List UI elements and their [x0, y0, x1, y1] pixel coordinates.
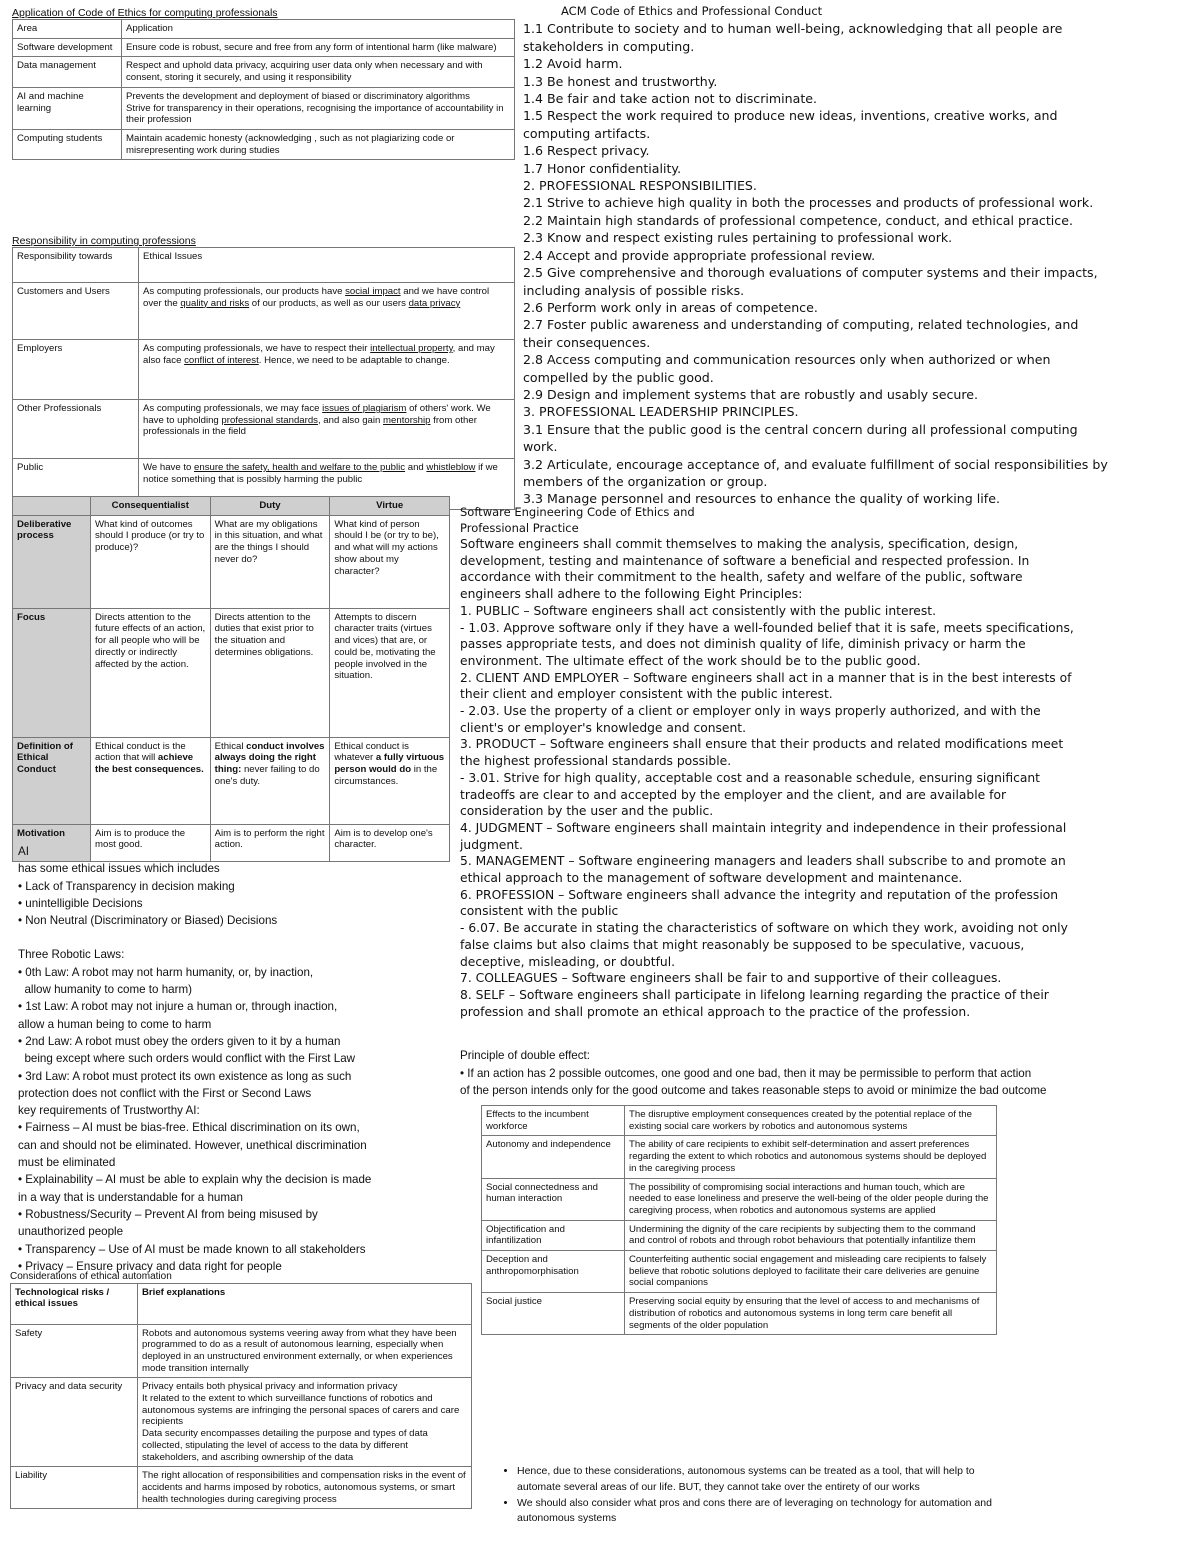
header-duty: Duty — [210, 497, 330, 516]
se-line: judgment. — [460, 837, 523, 852]
double-effect-line: • If an action has 2 possible outcomes, one good and one bad, then it may be permissible to perform that action — [460, 1066, 1032, 1080]
explanation-cell: Privacy entails both physical privacy and information privacy It related to the extent to which surveillance functions of robotics and autonomous systems are infringing the personal spaces of carers and care recipients Data security encompasses detailing the purpose and types of data collected, stipulating the level of access to the data by different stakeholders, and ascribing ownership of the data — [138, 1378, 472, 1467]
issue-cell: Objectification and infantilization — [482, 1220, 625, 1250]
header-ethical-issues: Ethical Issues — [139, 248, 515, 283]
header-area: Area — [13, 20, 122, 39]
text-span: Directs attention to the future effects of an action, for all people who will be directly or indirectly affected by the action. — [95, 611, 206, 670]
care-robotics-table — [481, 1105, 997, 1335]
key-term: quality and risks — [180, 297, 250, 309]
conclusion-item: • Hence, due to these considerations, autonomous systems can be treated as a tool, that will help to automate several areas of our life. BUT, they cannot take over the entirety of our works — [517, 1464, 997, 1496]
description-cell: Preserving social equity by ensuring that the level of access to and mechanisms of distribution of robotics and autonomous systems in long term care benefit all segments of the older population — [625, 1293, 997, 1335]
text-span: Aim is to produce the most good. — [95, 827, 186, 851]
table-row — [13, 87, 515, 129]
acm-line: 2.7 Foster public awareness and understanding of computing, related technologies, and — [523, 317, 1079, 333]
text-span: Ethical — [214, 740, 247, 752]
framework-row-label: Deliberative process — [13, 515, 91, 608]
acm-code-section — [523, 3, 1195, 508]
table-row — [482, 1106, 997, 1136]
acm-line: 2.5 Give comprehensive and thorough evaluations of computer systems and their impacts, — [523, 265, 1098, 281]
se-line: engineers shall adhere to the following Eight Principles: — [460, 587, 803, 602]
area-cell: Software development — [13, 38, 122, 57]
table-row — [11, 1324, 472, 1378]
area-cell: AI and machine learning — [13, 87, 122, 129]
ethical-automation-section — [10, 1271, 472, 1509]
risk-cell: Safety — [11, 1324, 138, 1378]
conclusion-list — [497, 1464, 997, 1527]
acm-line: 3. PROFESSIONAL LEADERSHIP PRINCIPLES. — [523, 404, 799, 420]
table-row — [13, 608, 450, 737]
responsibility-cell: Public — [13, 459, 139, 510]
text-span: , and may also face — [143, 343, 495, 366]
ai-text-line — [18, 929, 498, 946]
acm-line: 2.9 Design and implement systems that are robustly and usably secure. — [523, 386, 979, 402]
table-row — [482, 1251, 997, 1293]
se-line: their client and employer consistent with the public interest. — [460, 687, 833, 702]
text-span: As computing professionals, we may face — [143, 403, 323, 415]
responsibility-table — [12, 247, 515, 510]
key-term: conflict of interest — [184, 354, 259, 366]
ethical-issue-cell — [139, 283, 515, 340]
acm-line: including analysis of possible risks. — [523, 282, 745, 298]
header-virtue: Virtue — [330, 497, 450, 516]
responsibility-cell: Other Professionals — [13, 400, 139, 459]
framework-row-label: Definition of Ethical Conduct — [13, 737, 91, 824]
se-line: passes appropriate tests, and does not diminish quality of life, diminish privacy or harm the — [460, 637, 1026, 652]
ai-text-line: • Explainability – AI must be able to explain why the decision is made — [18, 1173, 372, 1187]
double-effect-section — [460, 1047, 1195, 1100]
table-row — [13, 283, 515, 340]
text-span: What are my obligations in this situation, and what are the things I should never do? — [214, 518, 323, 565]
care-robotics-section — [481, 1105, 997, 1335]
table-row — [11, 1467, 472, 1509]
framework-cell — [91, 737, 211, 824]
se-title-line: Software Engineering Code of Ethics and — [460, 505, 695, 519]
acm-line: 1.2 Avoid harm. — [523, 56, 623, 72]
ethical-automation-table — [10, 1283, 472, 1510]
table-row — [482, 1136, 997, 1178]
responsibility-section — [12, 235, 515, 510]
explanation-cell: The right allocation of responsibilities and compensation risks in the event of accidents and harms imposed by robotics, autonomous systems, or smart health technologies during caregiving process — [138, 1467, 472, 1509]
ai-text-line: • 2nd Law: A robot must obey the orders given to it by a human — [18, 1034, 341, 1048]
se-line: 5. MANAGEMENT – Software engineering managers and leaders shall subscribe to and promote an — [460, 854, 1066, 869]
framework-cell — [210, 737, 330, 824]
table-row — [13, 129, 515, 159]
text-span: from other professionals in the field — [143, 414, 477, 438]
ai-text-line: being except where such orders would conflict with the First Law — [18, 1052, 356, 1066]
header-explanations: Brief explanations — [138, 1283, 472, 1324]
ethical-issue-cell — [139, 400, 515, 459]
responsibility-cell: Employers — [13, 340, 139, 400]
text-span: Aim is to develop one's character. — [334, 827, 433, 851]
se-line: Software engineers shall commit themselves to making the analysis, specification, design, — [460, 537, 1019, 551]
acm-line: 1.3 Be honest and trustworthy. — [523, 73, 718, 89]
description-cell: The possibility of compromising social interactions and human touch, which are needed to ease loneliness and preserve the well-being of the older people during the caregiving process, when robotics and autonomous systems are applied — [625, 1178, 997, 1220]
conclusion-section — [497, 1464, 997, 1527]
description-cell: Undermining the dignity of the care recipients by subjecting them to the command and control of robots and through robot behaviours that potentially infantilize them — [625, 1220, 997, 1250]
table-row — [13, 38, 515, 57]
ai-text-line: allow humanity to come to harm) — [18, 983, 192, 997]
framework-cell — [91, 515, 211, 608]
text-span: . Hence, we need to be adaptable to change. — [258, 354, 450, 366]
acm-line: 2.8 Access computing and communication resources only when authorized or when — [523, 352, 1051, 368]
se-line: 4. JUDGMENT – Software engineers shall maintain integrity and independence in their professional — [460, 820, 1067, 835]
header-risks: Technological risks / ethical issues — [11, 1283, 138, 1324]
text-span: Attempts to discern character traits (virtues and vices) that are, or could be, motivating the people involved in the situation. — [334, 611, 436, 682]
key-term: ensure the safety, health and welfare to the public — [194, 462, 406, 474]
acm-line: 1.5 Respect the work required to produce new ideas, inventions, creative works, and — [523, 108, 1058, 124]
se-line: false claims but also claims that might reasonably be supposed to be speculative, vacuous, — [460, 937, 1025, 952]
se-code-section — [460, 505, 1195, 1020]
se-line: consideration by the user and the public. — [460, 804, 714, 819]
key-term: mentorship — [383, 414, 431, 426]
header-application: Application — [122, 20, 515, 39]
key-term: intellectual property — [370, 343, 453, 355]
acm-line: 2.3 Know and respect existing rules pertaining to professional work. — [523, 230, 953, 246]
key-term: whistleblow — [426, 462, 476, 474]
ethics-frameworks-table — [12, 496, 450, 862]
ai-text-line: has some ethical issues which includes — [18, 862, 220, 876]
acm-line: computing artifacts. — [523, 125, 651, 141]
text-span: in the circumstances. — [334, 764, 438, 787]
ai-text-line: can and should not be eliminated. However, unethical discrimination — [18, 1138, 367, 1152]
ethical-automation-caption: Considerations of ethical automation — [10, 1271, 172, 1282]
code-application-caption: Application of Code of Ethics for computing professionals — [12, 7, 278, 19]
acm-line: stakeholders in computing. — [523, 38, 695, 54]
acm-line: 1.4 Be fair and take action not to discriminate. — [523, 91, 818, 107]
ai-text-line: • unintelligible Decisions — [18, 896, 143, 910]
ai-text-line: in a way that is understandable for a human — [18, 1190, 243, 1204]
text-span: Directs attention to the duties that exist prior to the situation and determines obligations. — [214, 611, 314, 658]
table-row — [482, 1178, 997, 1220]
application-cell: Prevents the development and deployment of biased or discriminatory algorithms Strive for transparency in their operations, recognising the importance of accountability in their profession — [122, 87, 515, 129]
se-line: 7. COLLEAGUES – Software engineers shall be fair to and supportive of their colleagues. — [460, 971, 1002, 986]
framework-row-label: Focus — [13, 608, 91, 737]
text-span: What kind of person should I be (or try to be), and what will my actions show about my character? — [334, 518, 439, 577]
framework-row-label: Motivation — [13, 824, 91, 861]
se-line: 1. PUBLIC – Software engineers shall act consistently with the public interest. — [460, 603, 937, 618]
key-term: issues of plagiarism — [322, 403, 407, 415]
ai-text-line: • Lack of Transparency in decision making — [18, 879, 235, 893]
ai-text-line: • Privacy – Ensure privacy and data right for people — [18, 1259, 282, 1273]
se-line: - 1.03. Approve software only if they have a well-founded belief that it is safe, meets specifications, — [460, 620, 1074, 635]
ai-text-line: • Robustness/Security – Prevent AI from being misused by — [18, 1207, 318, 1221]
acm-line: members of the organization or group. — [523, 473, 768, 489]
acm-line: 1.6 Respect privacy. — [523, 143, 650, 159]
framework-cell — [330, 608, 450, 737]
double-effect-title: Principle of double effect: — [460, 1049, 590, 1062]
issue-cell: Autonomy and independence — [482, 1136, 625, 1178]
code-application-section — [12, 7, 515, 160]
ai-issues-section — [18, 843, 498, 1275]
acm-line: 1.1 Contribute to society and to human well-being, acknowledging that all people are — [523, 21, 1063, 37]
description-cell: The ability of care recipients to exhibit self-determination and assert preferences regarding the extent to which robotics and autonomous systems should be deployed in the caregiving process — [625, 1136, 997, 1178]
framework-cell — [330, 515, 450, 608]
area-cell: Computing students — [13, 129, 122, 159]
text-span: Aim is to perform the right action. — [214, 827, 325, 851]
ethics-frameworks-section — [12, 496, 450, 862]
ai-text-line: • Transparency – Use of AI must be made known to all stakeholders — [18, 1242, 366, 1256]
table-row — [13, 340, 515, 400]
description-cell: The disruptive employment consequences created by the potential replace of the existing social care workers by robotics and autonomous systems — [625, 1106, 997, 1136]
double-effect-line: of the person intends only for the good outcome and takes reasonable steps to avoid or minimize the bad outcome — [460, 1084, 1047, 1097]
application-cell: Maintain academic honesty (acknowledging , such as not plagiarizing code or misrepresenting work during studies — [122, 129, 515, 159]
issue-cell: Social connectedness and human interaction — [482, 1178, 625, 1220]
conclusion-item: • We should also consider what pros and cons there are of leveraging on technology for automation and autonomous systems — [517, 1496, 997, 1528]
text-span: and — [405, 462, 427, 474]
ai-text-line: • 1st Law: A robot may not injure a human or, through inaction, — [18, 1000, 338, 1014]
acm-line: work. — [523, 439, 558, 455]
framework-cell — [91, 608, 211, 737]
ai-text-line: unauthorized people — [18, 1225, 124, 1239]
ai-text-line: Three Robotic Laws: — [18, 948, 125, 962]
area-cell: Data management — [13, 57, 122, 87]
se-line: 6. PROFESSION – Software engineers shall advance the integrity and reputation of the profession — [460, 887, 1059, 902]
risk-cell: Liability — [11, 1467, 138, 1509]
text-span: Ethical conduct is the action that will — [95, 740, 186, 764]
issue-cell: Social justice — [482, 1293, 625, 1335]
header-consequentialist: Consequentialist — [91, 497, 211, 516]
framework-cell — [210, 515, 330, 608]
text-span: As computing professionals, our products have — [143, 286, 346, 298]
acm-line: 2.4 Accept and provide appropriate professional review. — [523, 247, 876, 263]
responsibility-cell: Customers and Users — [13, 283, 139, 340]
framework-cell — [210, 608, 330, 737]
se-line: 8. SELF – Software engineers shall participate in lifelong learning regarding the practice of their — [460, 987, 1049, 1002]
se-line: development, testing and maintenance of software a beneficial and respected profession. In — [460, 553, 1030, 568]
header-responsibility: Responsibility towards — [13, 248, 139, 283]
table-row — [482, 1293, 997, 1335]
application-cell: Respect and uphold data privacy, acquiring user data only when necessary and with consent, storing it securely, and using it responsibility — [122, 57, 515, 87]
acm-line: 2. PROFESSIONAL RESPONSIBILITIES. — [523, 178, 757, 194]
key-term: social impact — [345, 286, 401, 298]
explanation-cell: Robots and autonomous systems veering away from what they have been programmed to do as a result of autonomous learning, especially when deployed in an unstructured environment externally, or when experiences mode transition internally — [138, 1324, 472, 1378]
ai-text-line: • 0th Law: A robot may not harm humanity, or, by inaction, — [18, 965, 314, 979]
text-span: and we have control over the — [143, 286, 490, 309]
se-line: accordance with their commitment to the health, safety and welfare of the public, software — [460, 570, 1023, 585]
acm-line: their consequences. — [523, 334, 651, 350]
application-cell: Ensure code is robust, secure and free from any form of intentional harm (like malware) — [122, 38, 515, 57]
header-blank — [13, 497, 91, 516]
ai-text-line: protection does not conflict with the First or Second Laws — [18, 1086, 312, 1100]
se-title-line: Professional Practice — [460, 520, 579, 535]
text-span: of others' work. We have to upholding — [143, 403, 491, 426]
acm-line: 3.1 Ensure that the public good is the central concern during all professional computing — [523, 421, 1078, 437]
acm-line: 3.2 Articulate, encourage acceptance of, and evaluate fulfillment of social responsibilities by — [523, 456, 1108, 472]
code-application-table — [12, 19, 515, 160]
ai-text-line: • 3rd Law: A robot must protect its own existence as long as such — [18, 1069, 352, 1083]
description-cell: Counterfeiting authentic social engagement and misleading care recipients to falsely believe that robotic solutions deployed to facilitate their care deliveries are genuine social companions — [625, 1251, 997, 1293]
text-span: As computing professionals, we have to respect their — [143, 343, 371, 355]
acm-line: 2.1 Strive to achieve high quality in both the processes and products of professional work. — [523, 195, 1094, 211]
key-term: data privacy — [408, 297, 461, 309]
acm-line: 2.2 Maintain high standards of professional competence, conduct, and ethical practice. — [523, 212, 1073, 228]
text-span: Ethical conduct is whatever — [334, 740, 409, 764]
acm-line: 3.3 Manage personnel and resources to enhance the quality of working life. — [523, 491, 1000, 507]
acm-line: 1.7 Honor confidentiality. — [523, 160, 682, 176]
se-line: - 3.01. Strive for high quality, acceptable cost and a reasonable schedule, ensuring significant — [460, 770, 1041, 785]
text-span: if we notice something that is possibly harming the public — [143, 462, 498, 485]
se-line: tradeoffs are clear to and accepted by the employer and the client, and are available for — [460, 787, 1007, 802]
key-term: professional standards — [221, 414, 318, 426]
responsibility-caption: Responsibility in computing professions — [12, 235, 196, 247]
table-row — [13, 57, 515, 87]
key-term: achieve the best consequences. — [95, 752, 204, 776]
ai-text-line: key requirements of Trustworthy AI: — [18, 1104, 200, 1118]
text-span: never failing to do one's duty. — [214, 764, 320, 787]
risk-cell: Privacy and data security — [11, 1378, 138, 1467]
framework-cell — [330, 737, 450, 824]
acm-title: ACM Code of Ethics and Professional Conduct — [561, 4, 823, 18]
text-span: , and also gain — [317, 414, 384, 426]
se-line: consistent with the public — [460, 904, 619, 919]
acm-line: 2.6 Perform work only in areas of competence. — [523, 299, 818, 315]
text-span: What kind of outcomes should I produce (or try to produce)? — [95, 518, 205, 554]
se-line: 3. PRODUCT – Software engineers shall ensure that their products and related modifications meet — [460, 737, 1064, 752]
se-line: the highest professional standards possible. — [460, 754, 732, 769]
se-line: environment. The ultimate effect of the work should be to the public good. — [460, 653, 921, 668]
ethical-issue-cell — [139, 340, 515, 400]
text-span: of our products, as well as our users — [249, 297, 409, 309]
key-term: a fully virtuous person would do — [334, 752, 445, 776]
se-line: - 6.07. Be accurate in stating the characteristics of software on which they work, avoiding not only — [460, 921, 1068, 936]
issue-cell: Deception and anthropomorphisation — [482, 1251, 625, 1293]
ai-text-line: • Non Neutral (Discriminatory or Biased) Decisions — [18, 914, 278, 928]
table-row — [13, 737, 450, 824]
ai-text-line: allow a human being to come to harm — [18, 1017, 212, 1031]
ai-text-line: must be eliminated — [18, 1156, 116, 1170]
ai-text-line: AI — [18, 845, 29, 858]
se-line: profession and shall promote an ethical approach to the practice of the profession. — [460, 1004, 971, 1019]
key-term: conduct involves always doing the right thing: — [214, 740, 325, 776]
acm-line: compelled by the public good. — [523, 369, 714, 385]
se-line: client's or employer's knowledge and consent. — [460, 720, 747, 735]
table-row — [13, 400, 515, 459]
se-line: ethical approach to the management of software development and maintenance. — [460, 871, 963, 886]
ai-text-line: • Fairness – AI must be bias-free. Ethical discrimination on its own, — [18, 1121, 360, 1135]
se-principles — [460, 536, 1195, 1020]
se-line: - 2.03. Use the property of a client or employer only in ways properly authorized, and with the — [460, 704, 1041, 719]
se-line: deceptive, misleading, or doubtful. — [460, 954, 676, 969]
table-row — [13, 515, 450, 608]
table-row — [11, 1378, 472, 1467]
table-row — [482, 1220, 997, 1250]
issue-cell: Effects to the incumbent workforce — [482, 1106, 625, 1136]
se-line: 2. CLIENT AND EMPLOYER – Software engineers shall act in a manner that is in the best interests of — [460, 670, 1072, 685]
text-span: We have to — [143, 462, 195, 474]
